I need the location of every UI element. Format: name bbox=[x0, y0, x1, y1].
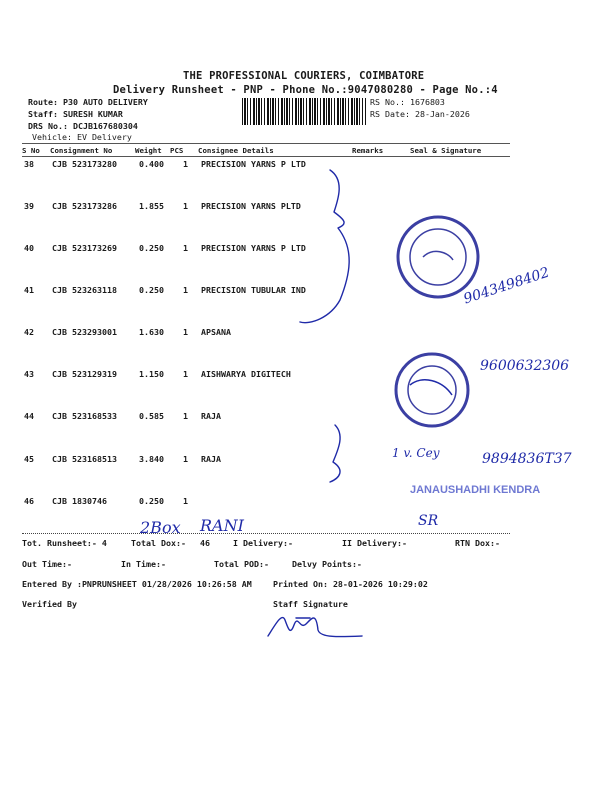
row-pcs: 1 bbox=[183, 159, 188, 169]
col-remarks: Remarks bbox=[352, 146, 384, 155]
row-weight: 1.150 bbox=[139, 369, 164, 379]
row-consignee: APSANA bbox=[201, 327, 231, 337]
row-sno: 44 bbox=[24, 411, 34, 421]
handwritten-note: RANI bbox=[200, 516, 244, 535]
col-seal-signature: Seal & Signature bbox=[410, 146, 482, 155]
row-sno: 40 bbox=[24, 243, 34, 253]
janaushadhi-stamp bbox=[384, 484, 544, 534]
row-pcs: 1 bbox=[183, 285, 188, 295]
row-pcs: 1 bbox=[183, 327, 188, 337]
row-weight: 1.630 bbox=[139, 327, 164, 337]
row-consignment: CJB 523293001 bbox=[52, 327, 117, 337]
route: Route: P30 AUTO DELIVERY bbox=[28, 97, 148, 107]
drs-no: DRS No.: DCJB167680304 bbox=[28, 121, 138, 131]
handwritten-note: 1 v. Cey bbox=[392, 446, 440, 460]
row-pcs: 1 bbox=[183, 454, 188, 464]
row-weight: 0.250 bbox=[139, 285, 164, 295]
table-row bbox=[0, 159, 600, 173]
row-consignee: PRECISION YARNS P LTD bbox=[201, 159, 306, 169]
staff-signature-label: Staff Signature bbox=[273, 599, 348, 609]
row-weight: 1.855 bbox=[139, 201, 164, 211]
col-pcs: PCS bbox=[170, 146, 184, 155]
delvy-points: Delvy Points:- bbox=[292, 559, 362, 569]
col-consignment: Consignment No bbox=[50, 146, 113, 155]
row-consignment: CJB 523129319 bbox=[52, 369, 117, 379]
row-consignee: AISHWARYA DIGITECH bbox=[201, 369, 291, 379]
printed-on: Printed On: 28-01-2026 10:29:02 bbox=[273, 579, 428, 589]
handwritten-note: SR bbox=[418, 513, 439, 529]
handwritten-phone: 9894836T37 bbox=[482, 451, 572, 467]
total-dox-value: 46 bbox=[200, 538, 210, 548]
row-consignment: CJB 523168513 bbox=[52, 454, 117, 464]
row-weight: 3.840 bbox=[139, 454, 164, 464]
janaushadhi-stamp-title: JANAUSHADHI KENDRA bbox=[410, 484, 541, 496]
row-sno: 46 bbox=[24, 496, 34, 506]
row-weight: 0.250 bbox=[139, 243, 164, 253]
row-consignment: CJB 523263118 bbox=[52, 285, 117, 295]
row-consignment: CJB 1830746 bbox=[52, 496, 107, 506]
row-sno: 39 bbox=[24, 201, 34, 211]
row-sno: 45 bbox=[24, 454, 34, 464]
table-row bbox=[0, 327, 600, 341]
row-sno: 43 bbox=[24, 369, 34, 379]
row-sno: 42 bbox=[24, 327, 34, 337]
i-delivery: I Delivery:- bbox=[233, 538, 293, 548]
rtn-dox: RTN Dox:- bbox=[455, 538, 500, 548]
row-consignee: PRECISION TUBULAR IND bbox=[201, 285, 306, 295]
vehicle: Vehicle: EV Delivery bbox=[32, 132, 132, 142]
runsheet-title: Delivery Runsheet - PNP - Phone No.:9047080280 - Page No.:4 bbox=[113, 84, 498, 96]
staff: Staff: SURESH KUMAR bbox=[28, 109, 123, 119]
out-time: Out Time:- bbox=[22, 559, 72, 569]
row-sno: 41 bbox=[24, 285, 34, 295]
handwritten-note: 2Box bbox=[140, 518, 181, 537]
row-weight: 0.250 bbox=[139, 496, 164, 506]
table-row bbox=[0, 243, 600, 257]
row-consignment: CJB 523168533 bbox=[52, 411, 117, 421]
row-pcs: 1 bbox=[183, 243, 188, 253]
table-row bbox=[0, 411, 600, 425]
row-pcs: 1 bbox=[183, 201, 188, 211]
col-weight: Weight bbox=[135, 146, 162, 155]
verified-by: Verified By bbox=[22, 599, 77, 609]
handwritten-phone: 9600632306 bbox=[480, 358, 570, 374]
header-top-rule bbox=[22, 143, 510, 144]
rs-date: RS Date: 28-Jan-2026 bbox=[370, 109, 470, 119]
handwritten-phone: 9043498402 bbox=[461, 264, 552, 308]
row-weight: 0.585 bbox=[139, 411, 164, 421]
ii-delivery: II Delivery:- bbox=[342, 538, 407, 548]
row-sno: 38 bbox=[24, 159, 34, 169]
in-time: In Time:- bbox=[121, 559, 166, 569]
row-pcs: 1 bbox=[183, 496, 188, 506]
barcode bbox=[242, 98, 366, 125]
row-weight: 0.400 bbox=[139, 159, 164, 169]
company-name: THE PROFESSIONAL COURIERS, COIMBATORE bbox=[183, 70, 425, 82]
col-sno: S No bbox=[22, 146, 40, 155]
table-row bbox=[0, 201, 600, 215]
seal-stamp-circle bbox=[392, 350, 472, 430]
col-consignee: Consignee Details bbox=[198, 146, 274, 155]
row-consignment: CJB 523173280 bbox=[52, 159, 117, 169]
row-pcs: 1 bbox=[183, 369, 188, 379]
row-consignee: PRECISION YARNS PLTD bbox=[201, 201, 301, 211]
row-consignee: PRECISION YARNS P LTD bbox=[201, 243, 306, 253]
entered-by: Entered By :PNPRUNSHEET 01/28/2026 10:26:58 AM bbox=[22, 579, 252, 589]
row-consignee: RAJA bbox=[201, 454, 221, 464]
row-pcs: 1 bbox=[183, 411, 188, 421]
rs-no: RS No.: 1676803 bbox=[370, 97, 445, 107]
total-dox-label: Total Dox:- bbox=[131, 538, 186, 548]
total-pod: Total POD:- bbox=[214, 559, 269, 569]
row-consignment: CJB 523173269 bbox=[52, 243, 117, 253]
tot-runsheet: Tot. Runsheet:- 4 bbox=[22, 538, 107, 548]
row-consignee: RAJA bbox=[201, 411, 221, 421]
row-consignment: CJB 523173286 bbox=[52, 201, 117, 211]
header-bottom-rule bbox=[22, 156, 510, 157]
